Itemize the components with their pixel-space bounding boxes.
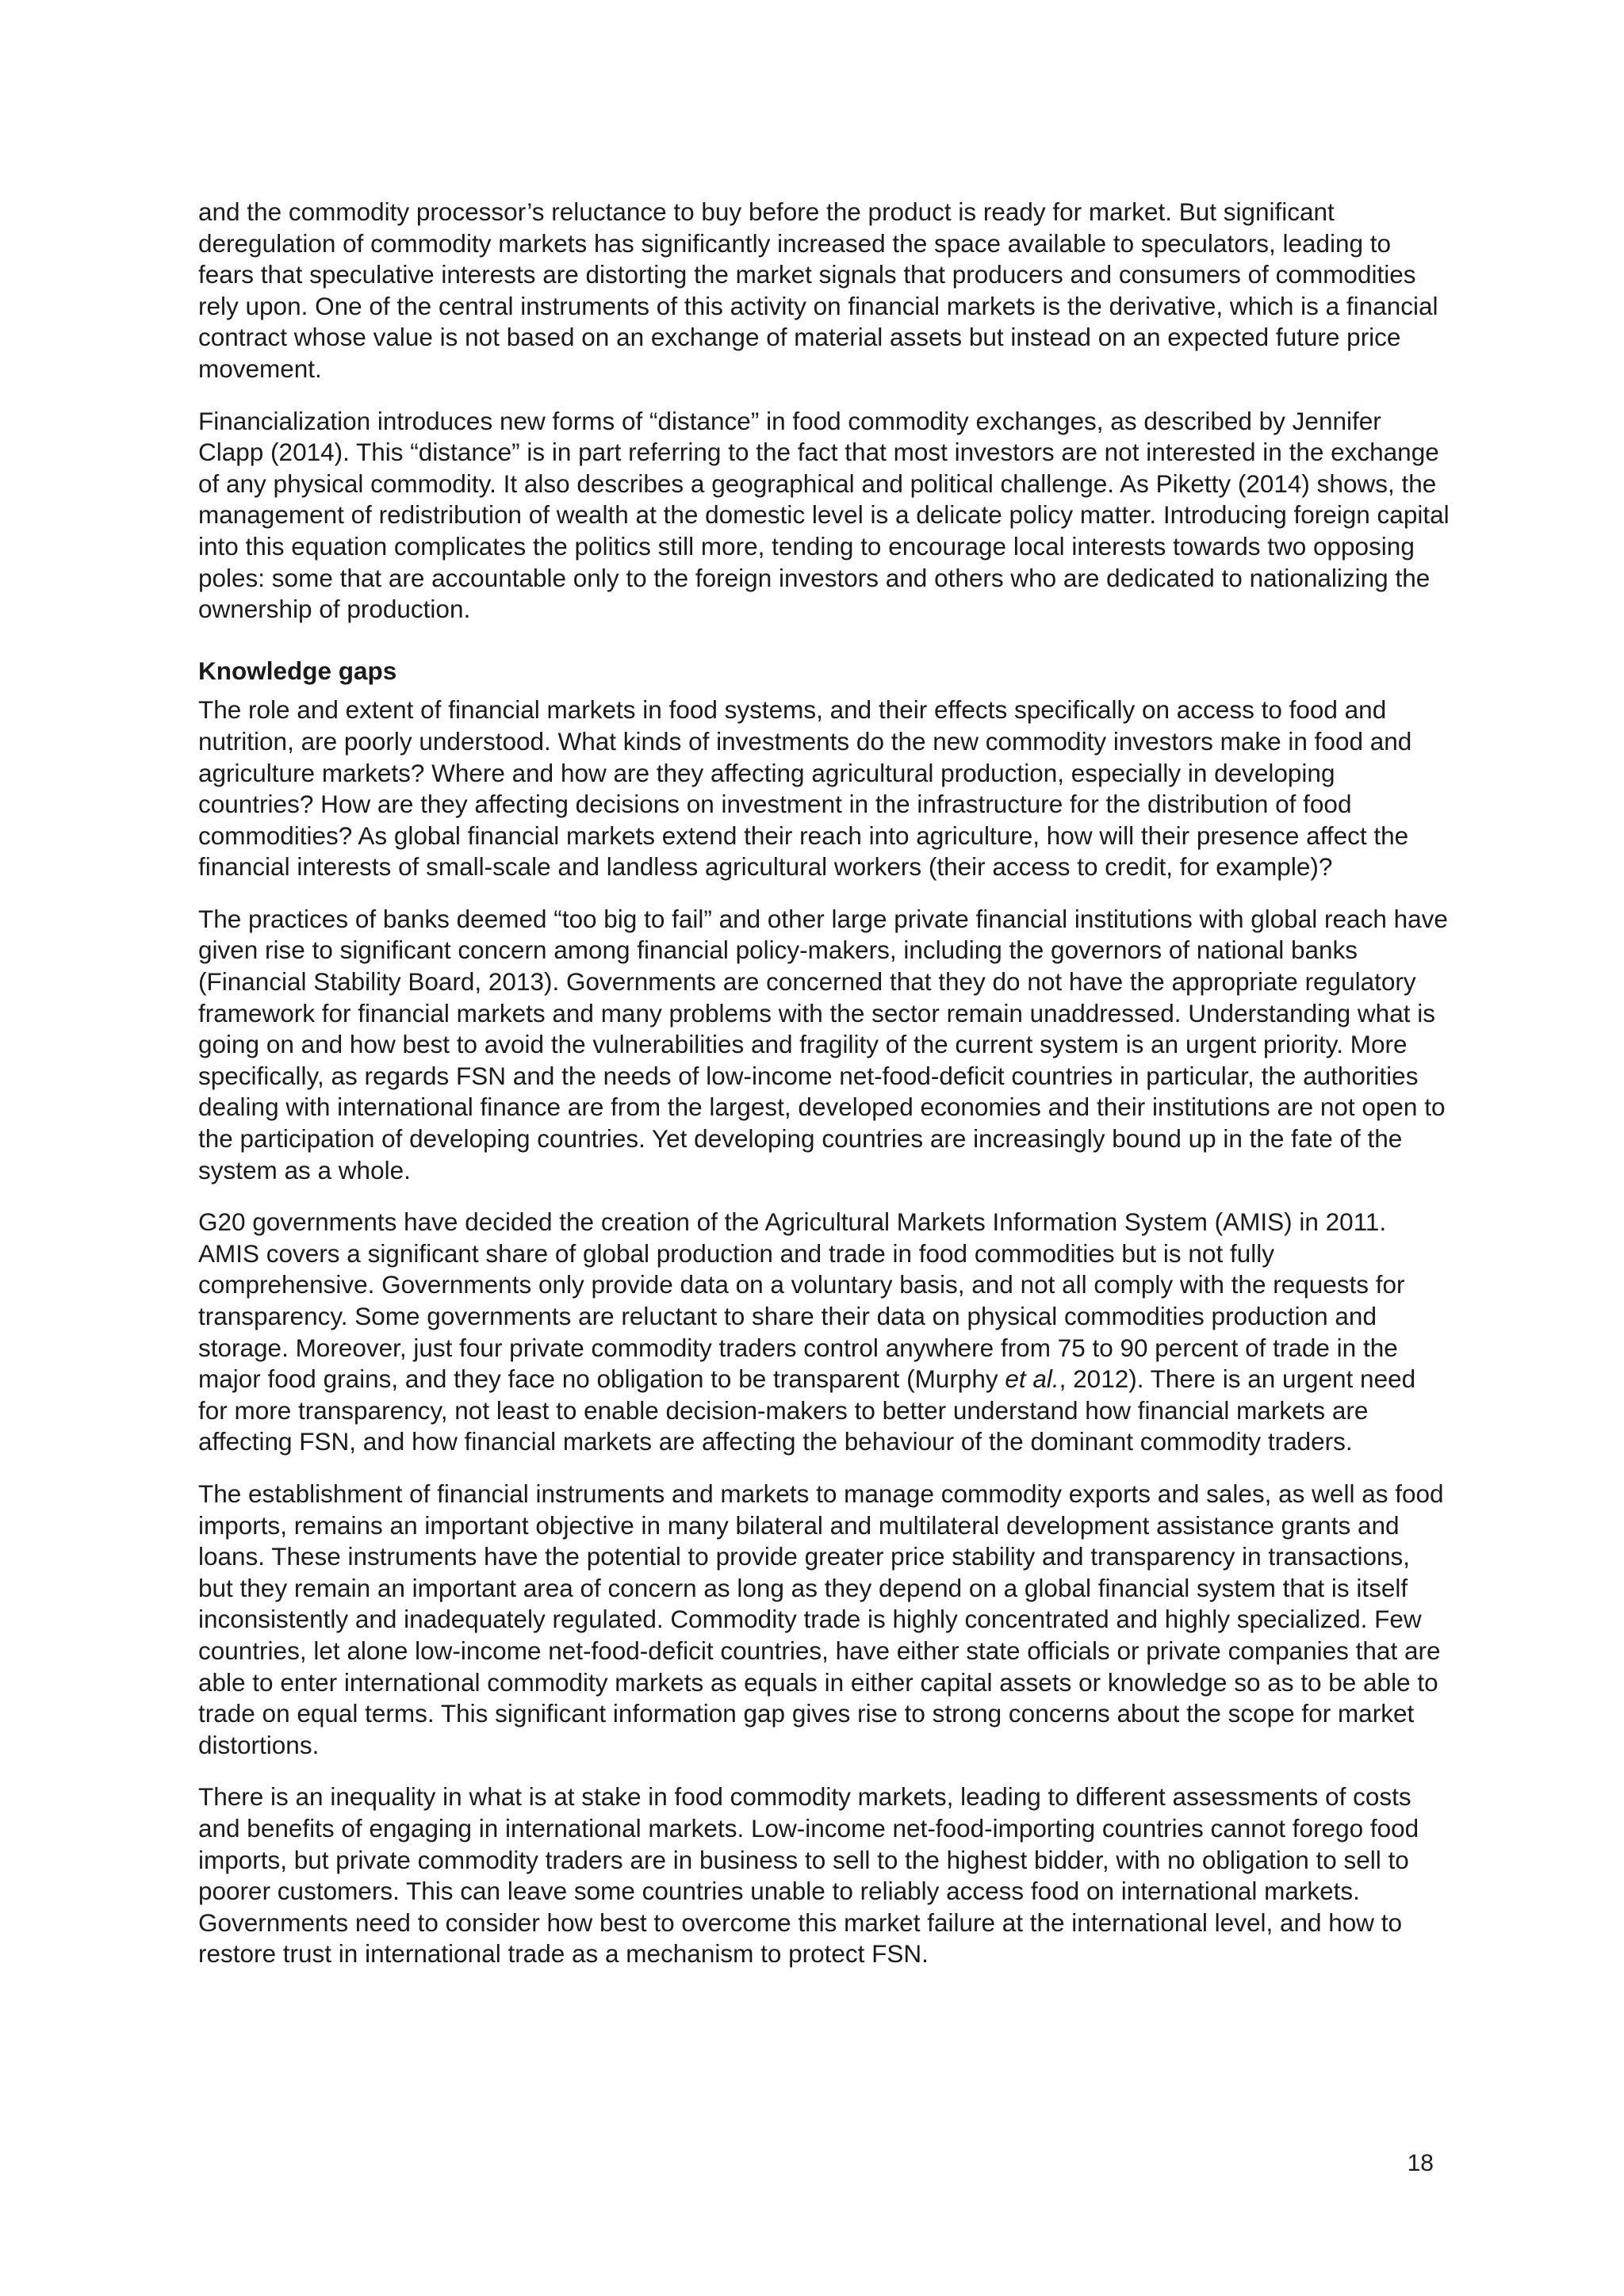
paragraph-financialization: Financialization introduces new forms of “distance” in food commodity exchanges, as described by Jennifer Clapp (2014). This “distance” is in part referring to the fact that most investors are not interested in the exchange of any physical commodity. It also describes a geographical and political challenge. As Piketty (2014) shows, the management of redistribution of wealth at the domestic level is a delicate policy matter. Introducing foreign capital into this equation complicates the politics still more, tending to encourage local interests towards two opposing poles: some that are accountable only to the foreign investors and others who are dedicated to nationalizing the ownership of production.	[198, 406, 1450, 624]
paragraph-amis	[198, 1207, 1451, 1458]
amis-text-start: G20 governments have decided the creation of the Agricultural Markets Information System (AMIS) in 2011. AMIS covers a significant share of global production and trade in food commodities but is not fully comprehensive. Governments only provide data on a voluntary basis, and not all comply with the requests for transparency. Some governments are reluctant to share their data on physical commodities production and storage. Moreover, just four private commodity traders control anywhere from 75 to 90 percent of trade in the major food grains, and they face no obligation to be transparent (Murphy	[198, 1207, 1405, 1394]
paragraph-financial-instruments: The establishment of financial instruments and markets to manage commodity exports and sales, as well as food imports, remains an important objective in many bilateral and multilateral development assistance grants and loans. These instruments have the potential to provide greater price stability and transparency in transactions, but they remain an important area of concern as long as they depend on a global financial system that is itself inconsistently and inadequately regulated. Commodity trade is highly concentrated and highly specialized. Few countries, let alone low-income net-food-deficit countries, have either state officials or private companies that are able to enter international commodity markets as equals in either capital assets or knowledge so as to be able to trade on equal terms. This significant information gap gives rise to strong concerns about the scope for market distortions.	[198, 1479, 1444, 1759]
amis-citation-italic: et al.	[1005, 1364, 1059, 1394]
page-number: 18	[1407, 2150, 1434, 2176]
paragraph-role-of-financial-markets: The role and extent of financial markets in food systems, and their effects specifically on access to food and nutrition, are poorly understood. What kinds of investments do the new commodity investors make in food and agriculture markets? Where and how are they affecting agricultural production, especially in developing countries? How are they affecting decisions on investment in the infrastructure for the distribution of food commodities? As global financial markets extend their reach into agriculture, how will their presence affect the financial interests of small-scale and landless agricultural workers (their access to credit, for example)?	[198, 695, 1412, 882]
paragraph-banks-too-big-to-fail: The practices of banks deemed “too big to fail” and other large private financial institutions with global reach have given rise to significant concern among financial policy-makers, including the governors of national banks (Financial Stability Board, 2013). Governments are concerned that they do not have the appropriate regulatory framework for financial markets and many problems with the sector remain unaddressed. Understanding what is going on and how best to avoid the vulnerabilities and fragility of the current system is an urgent priority. More specifically, as regards FSN and the needs of low-income net-food-deficit countries in particular, the authorities dealing with international finance are from the largest, developed economies and their institutions are not open to the participation of developing countries. Yet developing countries are increasingly bound up in the fate of the system as a whole.	[198, 904, 1448, 1184]
section-heading-knowledge-gaps: Knowledge gaps	[198, 656, 397, 685]
document-page	[198, 197, 1451, 1991]
paragraph-commodity-processor: and the commodity processor’s reluctance to buy before the product is ready for market. But significant deregulation of commodity markets has significantly increased the space available to speculators, leading to fears that speculative interests are distorting the market signals that producers and consumers of commodities rely upon. One of the central instruments of this activity on financial markets is the derivative, which is a financial contract whose value is not based on an exchange of material assets but instead on an expected future price movement.	[198, 197, 1438, 383]
paragraph-inequality: There is an inequality in what is at stake in food commodity markets, leading to different assessments of costs and benefits of engaging in international markets. Low-income net-food-importing countries cannot forego food imports, but private commodity traders are in business to sell to the highest bidder, with no obligation to sell to poorer customers. This can leave some countries unable to reliably access food on international markets. Governments need to consider how best to overcome this market failure at the international level, and how to restore trust in international trade as a mechanism to protect FSN.	[198, 1782, 1419, 1969]
amis-text-end: , 2012). There is an urgent need for more transparency, not least to enable decision-makers to better understand how financial markets are affecting FSN, and how financial markets are affecting the behaviour of the dominant commodity traders.	[198, 1364, 1416, 1456]
